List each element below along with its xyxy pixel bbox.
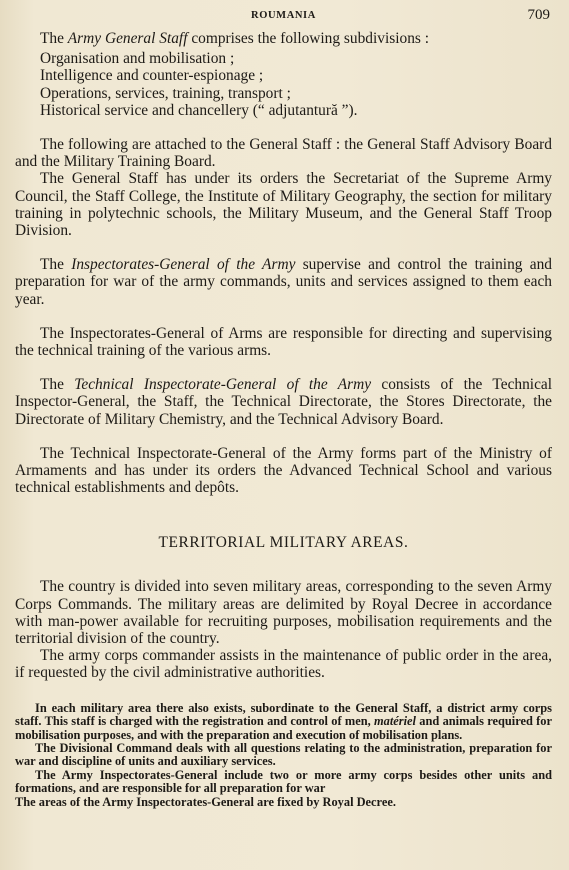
attached-paragraph: The following are attached to the General Staff : the General Staff Advisory Board and the Military Training Board. [15,136,552,171]
staff-intro-post: comprises the following subdivisions : [187,30,430,47]
technical-pre: The [40,376,75,394]
subdivision-item: Intelligence and counter-espionage ; [40,67,264,85]
note-em: matériel [374,714,416,729]
technical-em: Technical Inspectorate-General of the Army [74,376,372,394]
ministry-paragraph: The Technical Inspectorate-General of the Army forms part of the Ministry of Armaments and has under its orders the Advanced Technical School and various technical establishments and depôts. [15,444,552,497]
notes-block [15,702,552,809]
note-post: and animals required for mobilisation purposes, and with the preparation and execution of mobilisation plans. [15,714,552,742]
staff-intro-paragraph [15,30,552,47]
note-paragraph: The areas of the Army Inspectorates-General are fixed by Royal Decree. [15,794,396,809]
page-number: 709 [527,7,550,23]
subdivision-item: Historical service and chancellery (“ adjutantură ”). [40,101,358,119]
inspectorates-arms-paragraph: The Inspectorates-General of Arms are responsible for directing and supervising the technical training of the various arms. [15,324,552,360]
territorial-paragraph: The country is divided into seven military areas, corresponding to the seven Army Corps Commands. The military areas are delimited by Royal Decree in accordance with man-power available for recruiting purposes, mobilisation requirements and the territorial division of the country. [15,578,552,648]
section-heading: TERRITORIAL MILITARY AREAS. [158,534,409,552]
corps-commander-paragraph: The army corps commander assists in the maintenance of public order in the area, if requested by the civil administrative authorities. [15,647,552,682]
subdivision-item: Organisation and mobilisation ; [40,50,235,68]
note-paragraph: The Divisional Command deals with all questions relating to the administration, preparation for war and discipline of units and auxiliary services. [15,740,552,769]
note-pre: In each military area there also exists, subordinate to the General Staff, a district army corps staff. This staff is charged with the registration and control of men, [15,700,552,729]
page-header [15,0,552,30]
inspectorates-post: supervise and control the training and preparation for war of the army commands, units and services assigned to them each year. [15,256,552,308]
orders-paragraph: The General Staff has under its orders the Secretariat of the Supreme Army Council, the Staff College, the Institute of Military Geography, the section for military training in polytechnic schools, the Military Museum, and the General Staff Troop Division. [15,170,552,240]
inspectorates-pre: The [40,256,72,274]
note-paragraph: The Army Inspectorates-General include two or more army corps besides other units and formations, and are responsible for all preparation for war [15,767,552,796]
inspectorates-em: Inspectorates-General of the Army [71,256,296,274]
staff-intro-em: Army General Staff [67,30,188,47]
technical-inspectorate-paragraph [15,376,552,428]
technical-post: consists of the Technical Inspector-General, the Staff, the Technical Directorate, the Stores Directorate, the Directorate of Military Chemistry, and the Technical Advisory Board. [15,376,553,428]
running-head: ROUMANIA [251,10,316,21]
subdivision-list [40,50,552,119]
staff-intro-pre: The [40,30,68,47]
subdivision-item: Operations, services, training, transport ; [40,84,291,102]
inspectorates-paragraph [15,256,552,308]
note-paragraph [15,702,552,742]
